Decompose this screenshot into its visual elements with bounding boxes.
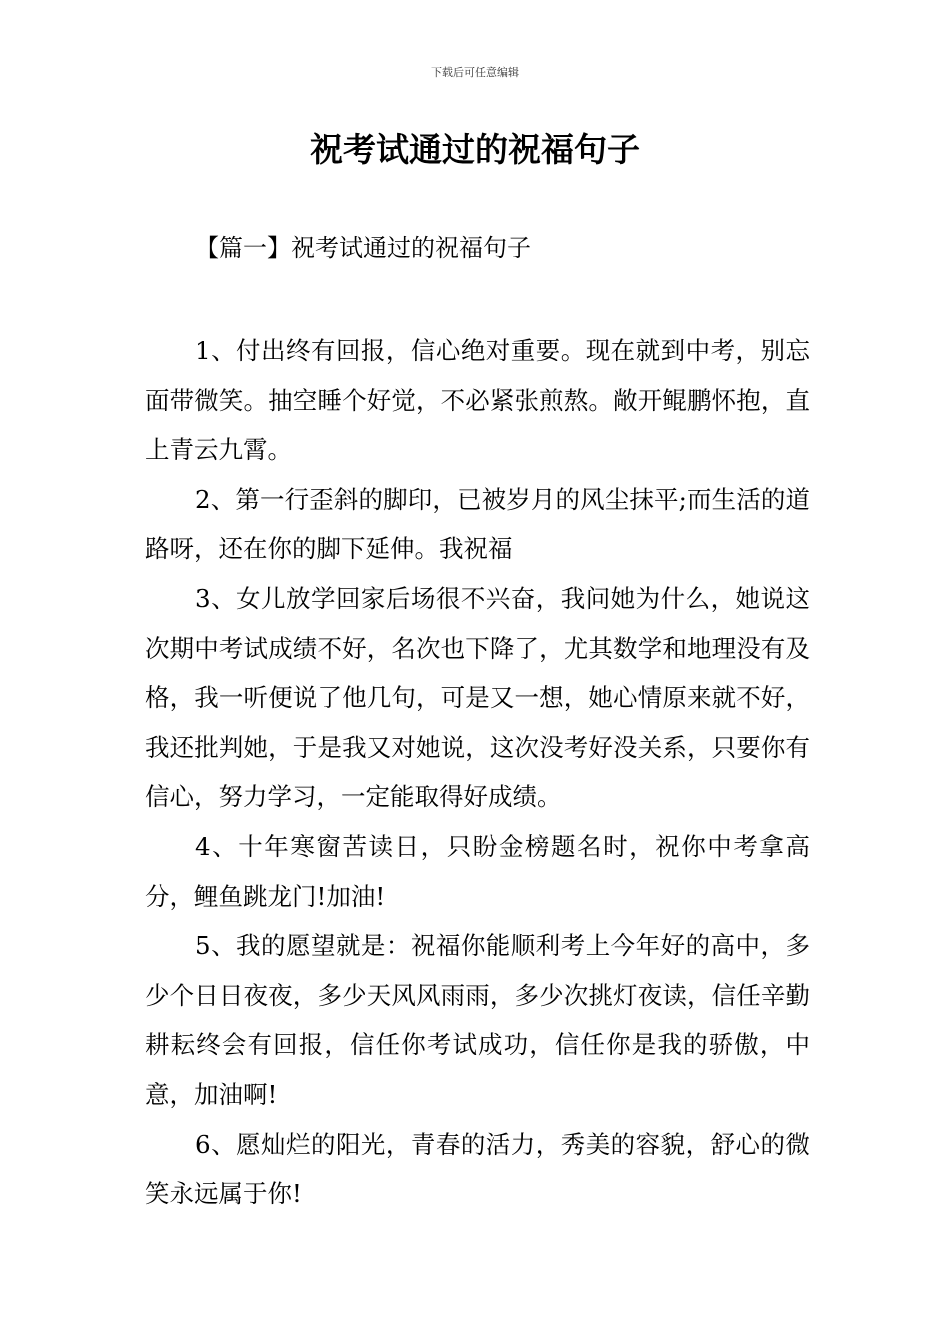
paragraph-1: 1、付出终有回报，信心绝对重要。现在就到中考，别忘面带微笑。抽空睡个好觉，不必紧张煎熬。敞开鲲鹏怀抱，直上青云九霄。: [145, 336, 810, 465]
section-heading: 【篇一】祝考试通过的祝福句子: [195, 234, 531, 262]
paragraph-4: 4、十年寒窗苦读日，只盼金榜题名时，祝你中考拿高分，鲤鱼跳龙门!加油!: [145, 831, 810, 911]
document-body: [145, 326, 810, 1219]
paragraph-2: 2、第一行歪斜的脚印，已被岁月的风尘抹平;而生活的道路呀，还在你的脚下延伸。我祝福: [145, 484, 810, 564]
paragraph-3: 3、女儿放学回家后场很不兴奋，我问她为什么，她说这次期中考试成绩不好，名次也下降了，尤其数学和地理没有及格，我一听便说了他几句，可是又一想，她心情原来就不好，我还批判她，于是我又对她说，这次没考好没关系，只要你有信心，努力学习，一定能取得好成绩。: [145, 583, 810, 812]
header-note: 下载后可任意编辑: [431, 66, 519, 79]
paragraph-5: 5、我的愿望就是：祝福你能顺利考上今年好的高中，多少个日日夜夜，多少天风风雨雨，多少次挑灯夜读，信任辛勤耕耘终会有回报，信任你考试成功，信任你是我的骄傲，中意，加油啊!: [145, 931, 810, 1109]
document-title: 祝考试通过的祝福句子: [310, 130, 640, 169]
paragraph-6: 6、愿灿烂的阳光，青春的活力，秀美的容貌，舒心的微笑永远属于你!: [145, 1129, 810, 1209]
